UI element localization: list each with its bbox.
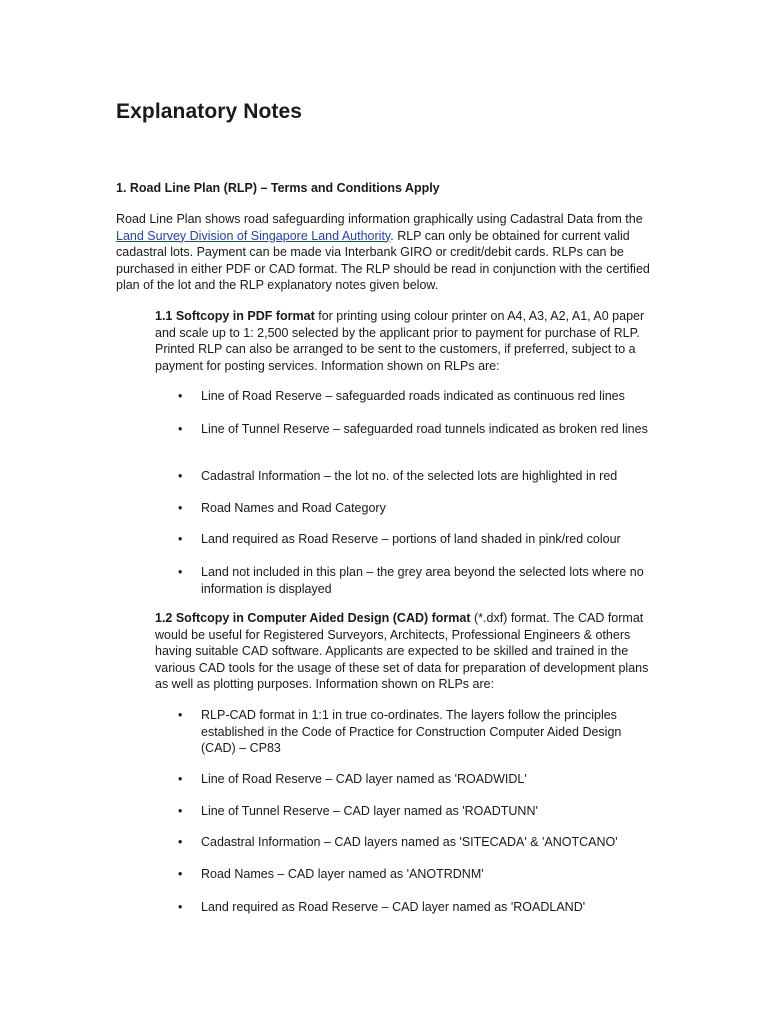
bullet-icon: • <box>178 469 183 483</box>
intro-text-pre: Road Line Plan shows road safeguarding information graphically using Cadastral Data from the <box>116 212 643 226</box>
page-title: Explanatory Notes <box>116 100 303 123</box>
bullet-icon: • <box>178 389 183 403</box>
subsection-1-2-text: (*.dxf) format. The CAD format would be useful for Registered Surveyors, Architects, Professional Engineers & others having suitable CAD software. Applicants are expected to be skilled and trained in the various CAD tools for the usage of these set of data for preparation of development plans as well as plotting purposes. Information shown on RLPs are: <box>155 611 649 692</box>
subsection-1-1-text: for printing using colour printer on A4, A3, A2, A1, A0 paper and scale up to 1: 2,500 selected by the applicant prior to payment for purchase of RLP. Printed RLP can also be arranged to be sent to the customers, if preferred, subject to a payment for posting services. Information shown on RLPs are: <box>155 309 645 373</box>
subsection-1-1 <box>155 308 655 374</box>
list-item-text: Cadastral Information – CAD layers named as 'SITECADA' & 'ANOTCANO' <box>201 835 618 849</box>
land-survey-division-link[interactable]: Land Survey Division of Singapore Land Authority <box>116 228 391 243</box>
list-item-text: Line of Tunnel Reserve – CAD layer named as 'ROADTUNN' <box>201 804 538 818</box>
list-item <box>178 803 648 820</box>
bullet-icon: • <box>178 565 183 579</box>
bullet-icon: • <box>178 772 183 786</box>
list-item <box>178 531 648 548</box>
bullet-icon: • <box>178 867 183 881</box>
list-item <box>178 421 648 438</box>
list-item <box>178 468 648 485</box>
subsection-1-2 <box>155 610 655 693</box>
list-item-text: Land not included in this plan – the grey area beyond the selected lots where no information is displayed <box>201 565 644 596</box>
bullet-icon: • <box>178 835 183 849</box>
section-1-heading: 1. Road Line Plan (RLP) – Terms and Conditions Apply <box>116 181 440 195</box>
bullet-icon: • <box>178 804 183 818</box>
list-item-text: Line of Road Reserve – safeguarded roads indicated as continuous red lines <box>201 389 625 403</box>
section-1-intro <box>116 211 656 294</box>
list-item-text: Land required as Road Reserve – CAD layer named as 'ROADLAND' <box>201 900 586 914</box>
list-item <box>178 388 648 405</box>
bullet-icon: • <box>178 900 183 914</box>
list-item <box>178 866 648 883</box>
list-item-text: Road Names and Road Category <box>201 501 386 515</box>
list-item-text: Land required as Road Reserve – portions of land shaded in pink/red colour <box>201 532 621 546</box>
list-item <box>178 834 648 851</box>
intro-text-post: . RLP can only be obtained for current valid cadastral lots. Payment can be made via Interbank GIRO or credit/debit cards. RLPs can be purchased in either PDF or CAD format. The RLP should be read in conjunction with the certified plan of the lot and the RLP explanatory notes given below. <box>116 228 650 293</box>
list-item-text: RLP-CAD format in 1:1 in true co-ordinates. The layers follow the principles established in the Code of Practice for Construction Computer Aided Design (CAD) – CP83 <box>201 708 622 756</box>
list-item-text: Road Names – CAD layer named as 'ANOTRDNM' <box>201 867 484 881</box>
list-item-text: Cadastral Information – the lot no. of the selected lots are highlighted in red <box>201 469 618 483</box>
bullet-icon: • <box>178 532 183 546</box>
subsection-1-1-title: 1.1 Softcopy in PDF format <box>155 309 315 323</box>
list-item <box>178 771 648 788</box>
list-item <box>178 707 648 757</box>
list-item-text: Line of Tunnel Reserve – safeguarded road tunnels indicated as broken red lines <box>201 422 648 436</box>
list-item <box>178 500 648 517</box>
list-item-text: Line of Road Reserve – CAD layer named as 'ROADWIDL' <box>201 772 527 786</box>
bullet-icon: • <box>178 501 183 515</box>
bullet-icon: • <box>178 708 183 722</box>
subsection-1-2-title: 1.2 Softcopy in Computer Aided Design (CAD) format <box>155 611 471 625</box>
bullet-icon: • <box>178 422 183 436</box>
list-item <box>178 564 648 597</box>
list-item <box>178 899 648 916</box>
